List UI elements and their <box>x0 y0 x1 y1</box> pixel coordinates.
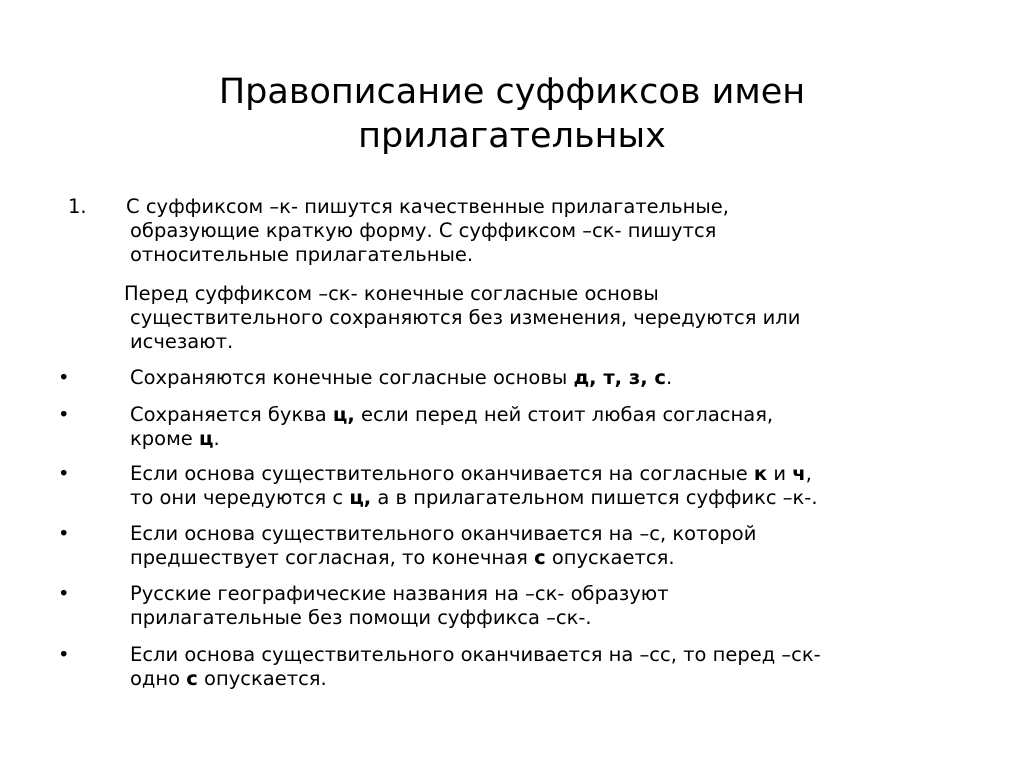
paragraph-intro <box>124 282 970 354</box>
bullet-2-text-c: кроме <box>130 427 199 450</box>
bullet-6-letter-s: с <box>186 667 198 690</box>
numbered-item-line-3: относительные прилагательные. <box>130 243 474 266</box>
bullet-3-text-a: Если основа существительного оканчивается на согласные <box>130 462 754 485</box>
bullet-1-letters: д, т, з, с <box>573 366 666 389</box>
bullet-2-letter-2: ц <box>199 427 214 450</box>
paragraph-line-1: Перед суффиксом –ск- конечные согласные основы <box>124 282 659 305</box>
bullet-1-period: . <box>665 366 673 389</box>
bullet-2-text-a: Сохраняется буква <box>130 403 333 426</box>
bullet-item-5 <box>130 582 970 630</box>
bullet-3-comma: , <box>805 462 812 485</box>
bullet-4-text-b: опускается. <box>545 546 675 569</box>
bullet-4-line-1: Если основа существительного оканчивается на –с, которой <box>130 522 757 545</box>
bullet-item-4 <box>130 522 970 570</box>
bullet-6-text-b: опускается. <box>197 667 327 690</box>
bullet-6-line-1: Если основа существительного оканчивается на –сс, то перед –ск- <box>130 643 821 666</box>
numbered-item-1 <box>126 195 970 267</box>
numbered-item-line-2: образующие краткую форму. С суффиксом –ск- пишутся <box>130 219 717 242</box>
bullet-marker: • <box>58 582 70 605</box>
list-number-1: 1. <box>68 195 87 218</box>
title-line-2: прилагательных <box>358 116 666 156</box>
bullet-marker: • <box>58 366 70 389</box>
bullet-6-text-a: одно <box>130 667 187 690</box>
bullet-marker: • <box>58 643 70 666</box>
paragraph-line-3: исчезают. <box>130 330 234 353</box>
bullet-2-letter: ц, <box>332 403 355 426</box>
bullet-item-3 <box>130 462 970 510</box>
bullet-3-letter-ts: ц, <box>349 486 372 509</box>
bullet-item-1 <box>130 366 970 390</box>
bullet-item-6 <box>130 643 970 691</box>
bullet-1-text: Сохраняются конечные согласные основы <box>130 366 574 389</box>
bullet-2-period: . <box>213 427 220 450</box>
numbered-item-line-1: С суффиксом –к- пишутся качественные прилагательные, <box>126 195 729 218</box>
bullet-3-letter-ch: ч <box>792 462 806 485</box>
bullet-4-text-a: предшествует согласная, то конечная <box>130 546 535 569</box>
bullet-3-and: и <box>767 462 793 485</box>
title-line-1: Правописание суффиксов имен <box>218 72 806 112</box>
bullet-5-line-1: Русские географические названия на –ск- образуют <box>130 582 669 605</box>
bullet-3-text-b: то они чередуются с <box>130 486 350 509</box>
bullet-marker: • <box>58 403 70 426</box>
bullet-3-letter-k: к <box>753 462 768 485</box>
bullet-2-text-b: если перед ней стоит любая согласная, <box>354 403 774 426</box>
paragraph-line-2: существительного сохраняются без изменения, чередуются или <box>130 306 801 329</box>
bullet-marker: • <box>58 462 70 485</box>
bullet-4-letter-s: с <box>534 546 546 569</box>
bullet-5-line-2: прилагательные без помощи суффикса –ск-. <box>130 606 592 629</box>
bullet-3-text-c: а в прилагательном пишется суффикс –к-. <box>371 486 818 509</box>
bullet-item-2 <box>130 403 970 451</box>
bullet-marker: • <box>58 522 70 545</box>
